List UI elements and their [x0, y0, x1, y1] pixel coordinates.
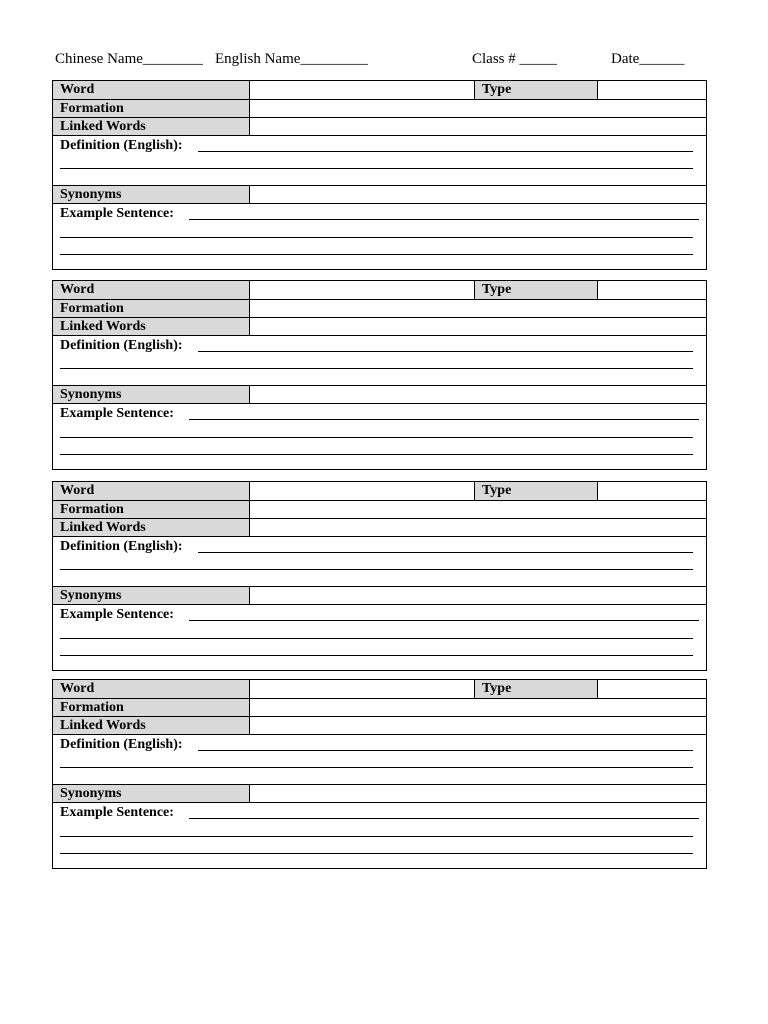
- definition-block[interactable]: [53, 537, 706, 587]
- linked-words-row: [53, 519, 706, 537]
- example-label: Example Sentence:: [60, 406, 174, 421]
- definition-line-2: [60, 368, 693, 369]
- definition-line-1: [198, 351, 693, 352]
- definition-line-2: [60, 569, 693, 570]
- type-label: Type: [474, 680, 598, 698]
- synonyms-label: Synonyms: [53, 386, 250, 403]
- example-line-1: [189, 219, 699, 220]
- formation-row: [53, 300, 706, 318]
- synonyms-row: [53, 186, 706, 204]
- class-number-field[interactable]: Class # _____: [472, 51, 558, 67]
- example-block[interactable]: [53, 803, 706, 867]
- example-block[interactable]: [53, 605, 706, 669]
- word-input[interactable]: [250, 81, 474, 99]
- linked-words-label: Linked Words: [53, 519, 250, 536]
- word-row: [53, 482, 706, 501]
- definition-line-2: [60, 767, 693, 768]
- word-label: Word: [53, 680, 250, 698]
- synonyms-label: Synonyms: [53, 587, 250, 604]
- formation-input[interactable]: [250, 300, 706, 317]
- example-block[interactable]: [53, 204, 706, 268]
- linked-words-label: Linked Words: [53, 118, 250, 135]
- example-line-3: [60, 254, 693, 255]
- worksheet-header: [55, 51, 715, 69]
- word-input[interactable]: [250, 482, 474, 500]
- vocab-card: [52, 280, 707, 470]
- formation-input[interactable]: [250, 699, 706, 716]
- formation-row: [53, 501, 706, 519]
- example-line-3: [60, 853, 693, 854]
- type-label: Type: [474, 81, 598, 99]
- formation-input[interactable]: [250, 100, 706, 117]
- synonyms-row: [53, 587, 706, 605]
- formation-row: [53, 699, 706, 717]
- synonyms-label: Synonyms: [53, 186, 250, 203]
- example-label: Example Sentence:: [60, 805, 174, 820]
- vocab-card: [52, 481, 707, 671]
- example-line-1: [189, 620, 699, 621]
- type-input[interactable]: [598, 482, 706, 500]
- example-line-1: [189, 419, 699, 420]
- formation-label: Formation: [53, 300, 250, 317]
- type-input[interactable]: [598, 281, 706, 299]
- definition-label: Definition (English):: [60, 539, 183, 554]
- word-row: [53, 281, 706, 300]
- word-row: [53, 81, 706, 100]
- synonyms-input[interactable]: [250, 186, 706, 203]
- synonyms-label: Synonyms: [53, 785, 250, 802]
- word-label: Word: [53, 281, 250, 299]
- definition-line-1: [198, 151, 693, 152]
- type-label: Type: [474, 482, 598, 500]
- example-line-3: [60, 454, 693, 455]
- example-block[interactable]: [53, 404, 706, 468]
- synonyms-row: [53, 785, 706, 803]
- formation-label: Formation: [53, 501, 250, 518]
- formation-label: Formation: [53, 699, 250, 716]
- word-label: Word: [53, 81, 250, 99]
- definition-block[interactable]: [53, 735, 706, 785]
- example-line-2: [60, 437, 693, 438]
- linked-words-input[interactable]: [250, 318, 706, 335]
- synonyms-input[interactable]: [250, 587, 706, 604]
- definition-label: Definition (English):: [60, 338, 183, 353]
- english-name-field[interactable]: English Name_________: [215, 51, 368, 67]
- word-row: [53, 680, 706, 699]
- linked-words-row: [53, 717, 706, 735]
- date-field[interactable]: Date______: [611, 51, 685, 67]
- example-label: Example Sentence:: [60, 607, 174, 622]
- linked-words-label: Linked Words: [53, 717, 250, 734]
- linked-words-input[interactable]: [250, 519, 706, 536]
- vocab-card: [52, 80, 707, 270]
- formation-row: [53, 100, 706, 118]
- linked-words-row: [53, 118, 706, 136]
- synonyms-row: [53, 386, 706, 404]
- chinese-name-field[interactable]: Chinese Name________: [55, 51, 203, 67]
- synonyms-input[interactable]: [250, 386, 706, 403]
- example-line-2: [60, 638, 693, 639]
- linked-words-input[interactable]: [250, 118, 706, 135]
- definition-label: Definition (English):: [60, 737, 183, 752]
- definition-block[interactable]: [53, 136, 706, 186]
- formation-input[interactable]: [250, 501, 706, 518]
- formation-label: Formation: [53, 100, 250, 117]
- word-input[interactable]: [250, 281, 474, 299]
- example-line-2: [60, 836, 693, 837]
- linked-words-row: [53, 318, 706, 336]
- definition-line-1: [198, 552, 693, 553]
- type-input[interactable]: [598, 680, 706, 698]
- synonyms-input[interactable]: [250, 785, 706, 802]
- type-input[interactable]: [598, 81, 706, 99]
- linked-words-label: Linked Words: [53, 318, 250, 335]
- example-line-2: [60, 237, 693, 238]
- example-line-1: [189, 818, 699, 819]
- vocab-card: [52, 679, 707, 869]
- example-label: Example Sentence:: [60, 206, 174, 221]
- definition-block[interactable]: [53, 336, 706, 386]
- definition-line-1: [198, 750, 693, 751]
- word-label: Word: [53, 482, 250, 500]
- definition-label: Definition (English):: [60, 138, 183, 153]
- example-line-3: [60, 655, 693, 656]
- linked-words-input[interactable]: [250, 717, 706, 734]
- word-input[interactable]: [250, 680, 474, 698]
- definition-line-2: [60, 168, 693, 169]
- type-label: Type: [474, 281, 598, 299]
